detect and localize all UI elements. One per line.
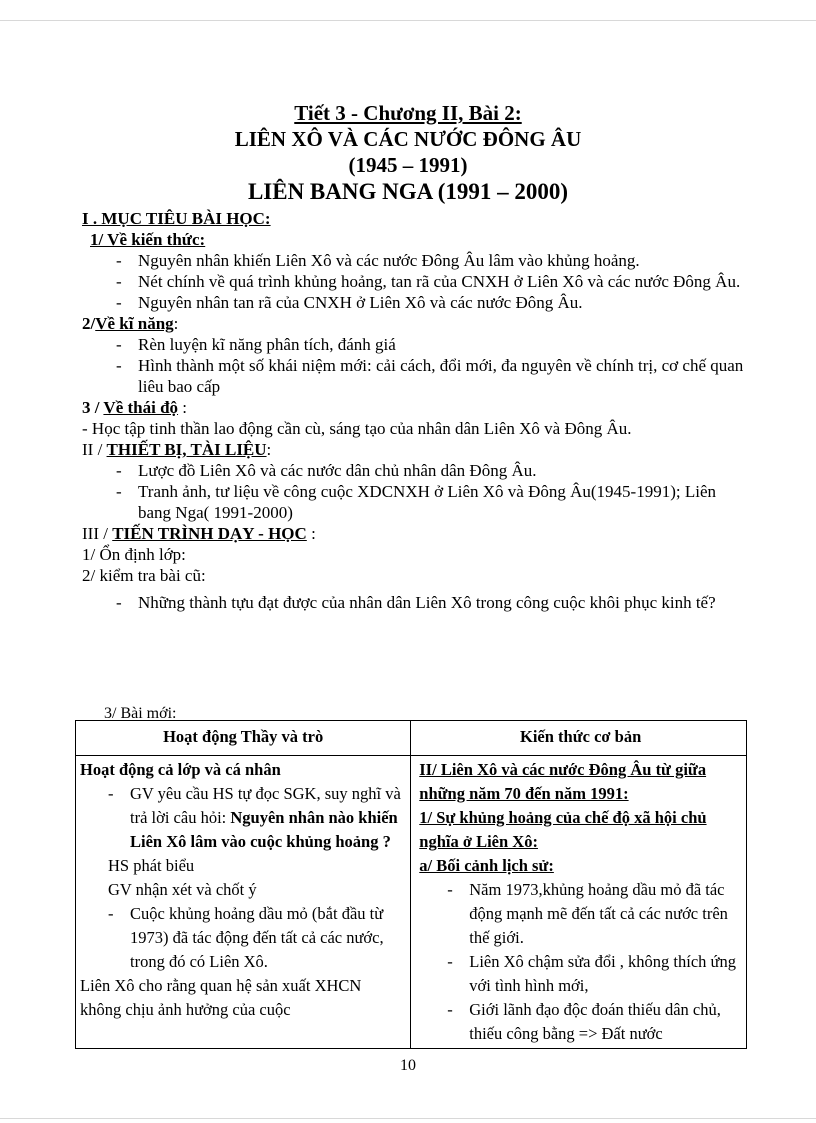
- knowledge-heading-2: 1/ Sự khủng hoảng của chế độ xã hội chủ nghĩa ở Liên Xô:: [419, 808, 707, 851]
- page-number: 10: [400, 1057, 416, 1074]
- activity-heading: Hoạt động cả lớp và cá nhân: [80, 760, 281, 779]
- review-question-list: [86, 592, 746, 613]
- lesson-table: [75, 720, 747, 1049]
- section2-heading: II / THIẾT BỊ, TÀI LIỆU:: [82, 440, 272, 459]
- lesson-title-line2: LIÊN XÔ VÀ CÁC NƯỚC ĐÔNG ÂU: [234, 127, 582, 151]
- knowledge-points-list: [419, 878, 742, 1046]
- activities-cell: [76, 756, 411, 1049]
- table-row: [76, 756, 747, 1049]
- lesson-number-title: Tiết 3 - Chương II, Bài 2:: [294, 101, 522, 125]
- activity-line-hs: HS phát biểu: [108, 856, 195, 875]
- table-header-activities: Hoạt động Thầy và trò: [76, 721, 411, 756]
- activity-line-gv: GV nhận xét và chốt ý: [108, 880, 257, 899]
- knowledge-list: [86, 250, 746, 313]
- skills-heading: 2/Về kĩ năng:: [82, 314, 179, 333]
- step-review: 2/ kiểm tra bài cũ:: [82, 566, 206, 585]
- lesson-title-line3: (1945 – 1991): [348, 153, 468, 177]
- title-block: [0, 100, 816, 206]
- activity-list: [80, 902, 406, 974]
- attitude-text: - Học tập tinh thần lao động cần cù, sáng tạo của nhân dân Liên Xô và Đông Âu.: [82, 419, 632, 438]
- lesson-title-line4: LIÊN BANG NGA (1991 – 2000): [247, 179, 569, 204]
- knowledge-heading-3: a/ Bối cảnh lịch sử:: [419, 856, 554, 875]
- list-item: - GV yêu cầu HS tự đọc SGK, suy nghĩ và trả lời câu hỏi: Nguyên nhân nào khiến Liên Xô lâm vào cuộc khủng hoảng ?: [80, 782, 406, 854]
- list-item: - Năm 1973,khủng hoảng dầu mỏ đã tác động mạnh mẽ đến tất cả các nước trên thế giới.: [419, 878, 742, 950]
- skills-list: [86, 334, 746, 397]
- list-item: - Những thành tựu đạt được của nhân dân Liên Xô trong công cuộc khôi phục kinh tế?: [86, 592, 746, 613]
- list-item: - Hình thành một số khái niệm mới: cải cách, đổi mới, đa nguyên về chính trị, cơ chế quan liêu bao cấp: [86, 355, 746, 397]
- knowledge-heading-1: II/ Liên Xô và các nước Đông Âu từ giữa những năm 70 đến năm 1991:: [419, 760, 707, 803]
- list-item: - Liên Xô chậm sửa đổi , không thích ứng với tình hình mới,: [419, 950, 742, 998]
- list-item: - Nguyên nhân tan rã của CNXH ở Liên Xô và các nước Đông Âu.: [86, 292, 746, 313]
- equipment-list: [86, 460, 746, 523]
- list-item: - Giới lãnh đạo độc đoán thiếu dân chủ, thiếu công bằng => Đất nước: [419, 998, 742, 1046]
- section3-heading: III / TIẾN TRÌNH DẠY - HỌC :: [82, 524, 316, 543]
- attitude-heading: 3 / Về thái độ :: [82, 398, 188, 417]
- lesson-content: [82, 208, 746, 613]
- list-item: - Cuộc khủng hoảng dầu mỏ (bắt đầu từ 1973) đã tác động đến tất cả các nước, trong đó có Liên Xô.: [80, 902, 406, 974]
- knowledge-heading: 1/ Về kiến thức:: [90, 230, 206, 249]
- knowledge-cell: [411, 756, 747, 1049]
- list-item: - Tranh ảnh, tư liệu về công cuộc XDCNXH ở Liên Xô và Đông Âu(1945-1991); Liên bang Nga( 1991-2000): [86, 481, 746, 523]
- table-header-knowledge: Kiến thức cơ bản: [411, 721, 747, 756]
- list-item: - Lược đồ Liên Xô và các nước dân chủ nhân dân Đông Âu.: [86, 460, 746, 481]
- table-header-row: [76, 721, 747, 756]
- list-item: - Nét chính về quá trình khủng hoảng, tan rã của CNXH ở Liên Xô và các nước Đông Âu.: [86, 271, 746, 292]
- step-stabilize: 1/ Ổn định lớp:: [82, 545, 186, 564]
- page-top-rule: [0, 20, 816, 21]
- list-item: - Rèn luyện kĩ năng phân tích, đánh giá: [86, 334, 746, 355]
- activity-list: [80, 782, 406, 854]
- activity-tail: Liên Xô cho rằng quan hệ sản xuất XHCN không chịu ảnh hưởng của cuộc: [80, 976, 362, 1019]
- page-bottom-rule: [0, 1118, 816, 1119]
- list-item: - Nguyên nhân khiến Liên Xô và các nước Đông Âu lâm vào khủng hoảng.: [86, 250, 746, 271]
- section1-heading: I . MỤC TIÊU BÀI HỌC:: [82, 209, 271, 228]
- step-new-lesson: 3/ Bài mới:: [104, 705, 177, 722]
